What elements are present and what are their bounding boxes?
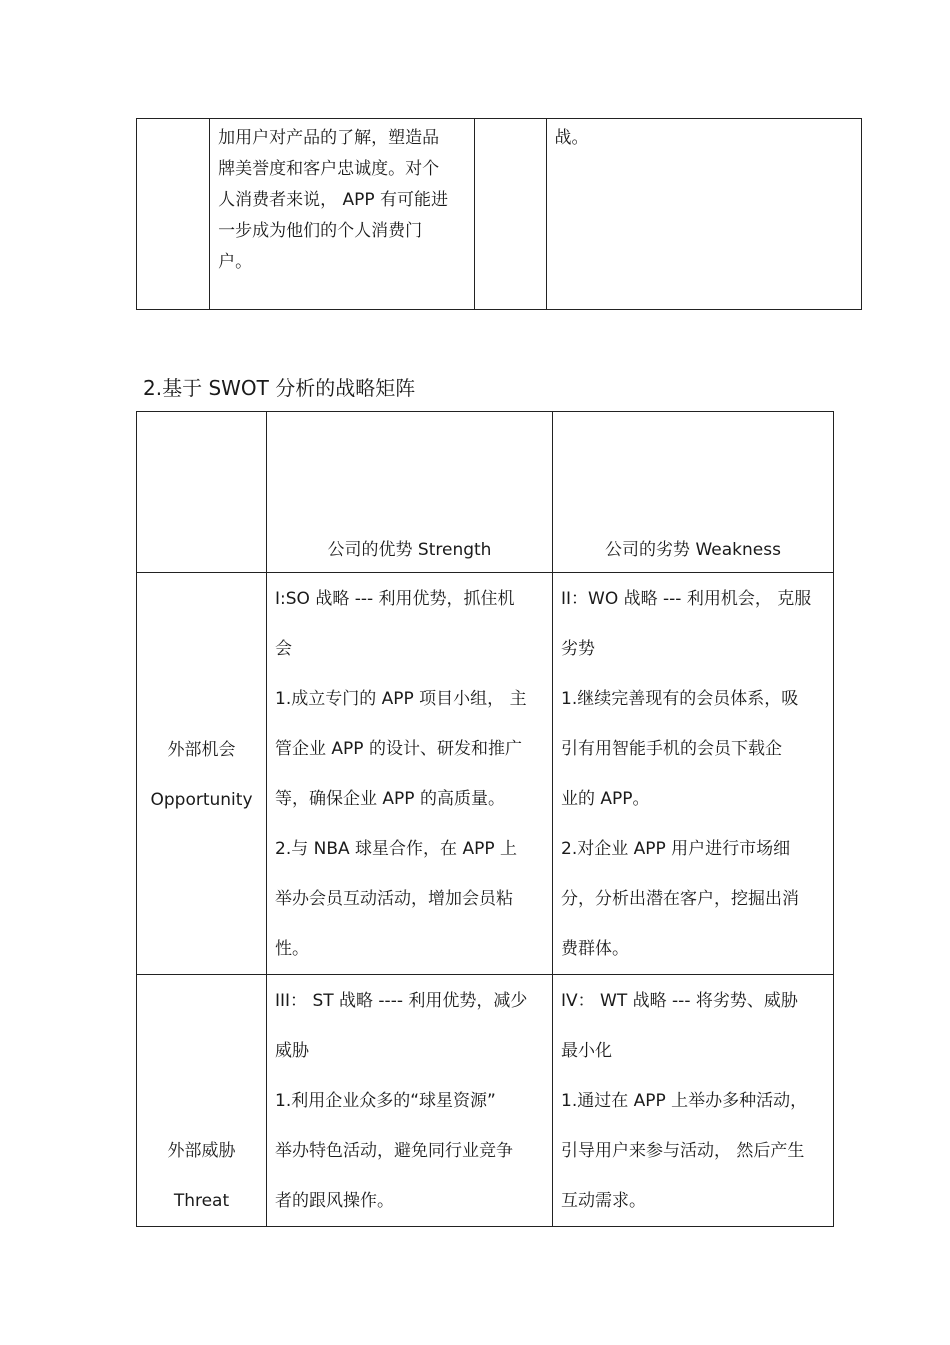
- wo-strategy-text: [553, 573, 833, 974]
- text-line: 引导用户来参与活动， 然后产生: [561, 1141, 805, 1161]
- text-line: 性。: [275, 939, 309, 959]
- opportunity-label-cell: [137, 573, 267, 975]
- so-strategy-text: [267, 573, 552, 974]
- text-line: 等，确保企业 APP 的高质量。: [275, 789, 505, 809]
- text-line: 加用户对产品的了解，塑造品: [218, 128, 440, 148]
- text-line: 分，分析出潜在客户，挖掘出消: [561, 889, 799, 909]
- text-line: 1.利用企业众多的“球星资源”: [275, 1091, 496, 1111]
- text-line: 者的跟风操作。: [275, 1191, 394, 1211]
- st-strategy-text: [267, 975, 552, 1226]
- threat-label-en: Threat: [173, 1191, 230, 1211]
- text-line: II：WO 战略 --- 利用机会， 克服: [561, 589, 812, 609]
- text-line: 互动需求。: [561, 1191, 646, 1211]
- text-line: 2.对企业 APP 用户进行市场细: [561, 839, 791, 859]
- text-line: 举办特色活动，避免同行业竞争: [275, 1141, 513, 1161]
- wt-strategy-text: [553, 975, 833, 1226]
- threat-label-cell: [137, 975, 267, 1227]
- matrix-header-row: [137, 412, 834, 573]
- text-line: 户。: [218, 252, 253, 272]
- continuation-text-block: [210, 119, 474, 278]
- text-line: 1.通过在 APP 上举办多种活动，: [561, 1091, 808, 1111]
- text-line: 会: [275, 639, 292, 659]
- matrix-corner-cell: [137, 412, 267, 573]
- continuation-text-cell: [210, 119, 475, 310]
- text-line: 业的 APP。: [561, 789, 650, 809]
- text-line: 人消费者来说， APP 有可能进: [218, 190, 449, 210]
- text-line: 一步成为他们的个人消费门: [218, 221, 423, 241]
- threat-label-cn: 外部威胁: [167, 1141, 236, 1161]
- weakness-header: 公司的劣势 Weakness: [553, 412, 834, 573]
- continuation-text-block-2: [547, 119, 861, 154]
- threat-row: [137, 975, 834, 1227]
- continuation-table: [136, 118, 862, 310]
- opportunity-label-en: Opportunity: [150, 789, 253, 810]
- text-line: 举办会员互动活动，增加会员粘: [275, 889, 513, 909]
- wo-strategy-cell: [553, 573, 834, 975]
- so-strategy-cell: [267, 573, 553, 975]
- swot-matrix-table: [136, 411, 834, 1227]
- text-line: 2.与 NBA 球星合作，在 APP 上: [275, 839, 517, 859]
- text-line: I:SO 战略 --- 利用优势，抓住机: [275, 589, 515, 609]
- text-line: 管企业 APP 的设计、研发和推广: [275, 739, 522, 759]
- text-line: 战。: [554, 128, 589, 148]
- continuation-text-cell-2: [546, 119, 861, 310]
- text-line: III： ST 战略 ---- 利用优势，减少: [275, 991, 528, 1011]
- continuation-empty-cell-1: [137, 119, 210, 310]
- text-line: 1.成立专门的 APP 项目小组， 主: [275, 689, 527, 709]
- strength-header: 公司的优势 Strength: [267, 412, 553, 573]
- text-line: 费群体。: [561, 939, 629, 959]
- section-heading: 2.基于 SWOT 分析的战略矩阵: [143, 376, 416, 400]
- text-line: 引有用智能手机的会员下载企: [561, 739, 782, 759]
- continuation-empty-cell-2: [475, 119, 546, 310]
- text-line: 威胁: [275, 1041, 309, 1061]
- opportunity-row: [137, 573, 834, 975]
- wt-strategy-cell: [553, 975, 834, 1227]
- st-strategy-cell: [267, 975, 553, 1227]
- opportunity-label-cn: 外部机会: [167, 739, 236, 760]
- text-line: 牌美誉度和客户忠诚度。对个: [218, 159, 440, 179]
- text-line: IV： WT 战略 --- 将劣势、威胁: [561, 991, 798, 1011]
- text-line: 最小化: [561, 1041, 612, 1061]
- text-line: 1.继续完善现有的会员体系，吸: [561, 689, 799, 709]
- text-line: 劣势: [561, 639, 595, 659]
